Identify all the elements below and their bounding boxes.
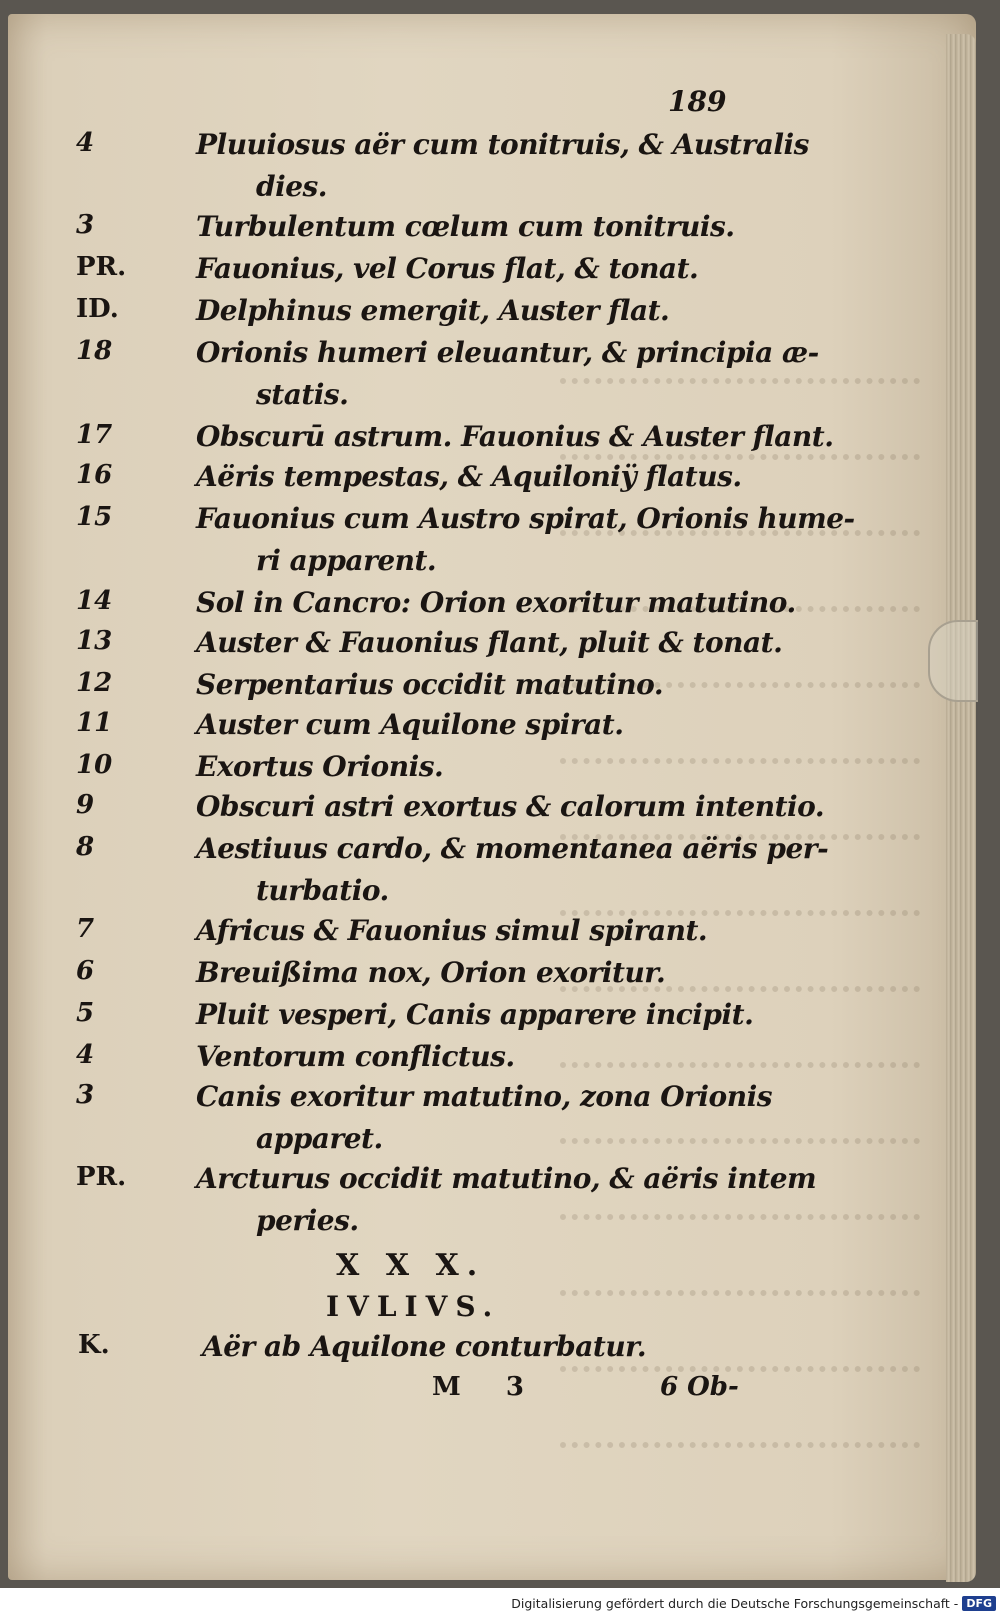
- entry-text: Auster & Fauonius flant, pluit & tonat.: [196, 626, 783, 659]
- entry-text: Canis exoritur matutino, zona Orionis: [196, 1080, 772, 1113]
- entry-continuation: statis.: [256, 378, 349, 411]
- entry-text: Sol in Cancro: Orion exoritur matutino.: [196, 586, 796, 619]
- entry-day: 7: [76, 914, 95, 944]
- entry-day: PR.: [76, 252, 127, 282]
- entry-text: Orionis humeri eleuantur, & principia æ-: [196, 336, 819, 369]
- entry-text: Africus & Fauonius simul spirant.: [196, 914, 708, 947]
- entry-text: Exortus Orionis.: [196, 750, 444, 783]
- entry-day: 6: [76, 956, 95, 986]
- page-edge: [946, 34, 976, 1582]
- entry-continuation: ri apparent.: [256, 544, 437, 577]
- entry-continuation: turbatio.: [256, 874, 389, 907]
- entry-day: 4: [76, 1040, 95, 1070]
- credit-text: Digitalisierung gefördert durch die Deutsche Forschungsgemeinschaft -: [511, 1596, 959, 1611]
- entry-day: PR.: [76, 1162, 127, 1192]
- entry-text: Obscuri astri exortus & calorum intentio.: [196, 790, 825, 823]
- entry-day: 15: [76, 502, 113, 532]
- entry-text: Pluit vesperi, Canis apparere incipit.: [196, 998, 754, 1031]
- digitization-credit: [511, 1596, 996, 1611]
- entry-day: ID.: [76, 294, 119, 324]
- page-clip: [928, 620, 978, 702]
- signature-mark: M 3: [432, 1372, 542, 1402]
- entry-day: 3: [76, 1080, 95, 1110]
- month-heading: IVLIVS.: [326, 1290, 501, 1323]
- entry-continuation: apparet.: [256, 1122, 383, 1155]
- entry-day: 10: [76, 750, 113, 780]
- entry-text: Aestiuus cardo, & momentanea aëris per-: [196, 832, 829, 865]
- entry-day: 14: [76, 586, 113, 616]
- entry-day: 11: [76, 708, 113, 738]
- entry-day: 18: [76, 336, 113, 366]
- entry-text: Fauonius, vel Corus flat, & tonat.: [196, 252, 699, 285]
- entry-text: Turbulentum cœlum cum tonitruis.: [196, 210, 735, 243]
- entry-text: Ventorum conflictus.: [196, 1040, 515, 1073]
- dfg-logo: DFG: [962, 1596, 996, 1611]
- entry-text: Fauonius cum Austro spirat, Orionis hume-: [196, 502, 855, 535]
- section-number: X X X.: [336, 1248, 486, 1283]
- entry-text: Aëris tempestas, & Aquiloniÿ flatus.: [196, 460, 742, 493]
- entry-text: Pluuiosus aër cum tonitruis, & Australis: [196, 128, 809, 161]
- entry-day: 17: [76, 420, 113, 450]
- entry-text: Obscurū astrum. Fauonius & Auster flant.: [196, 420, 834, 453]
- entry-day: 9: [76, 790, 95, 820]
- entry-day: 12: [76, 668, 113, 698]
- entry-day: 13: [76, 626, 113, 656]
- entry-day: 3: [76, 210, 95, 240]
- page-number: 189: [668, 85, 727, 118]
- entry-day: 4: [76, 128, 95, 158]
- last-entry-day: K.: [78, 1330, 110, 1360]
- entry-text: Arcturus occidit matutino, & aëris intem: [196, 1162, 817, 1195]
- entry-text: Breuißima nox, Orion exoritur.: [196, 956, 666, 989]
- entry-day: 8: [76, 832, 95, 862]
- entry-day: 5: [76, 998, 95, 1028]
- entry-text: Delphinus emergit, Auster flat.: [196, 294, 670, 327]
- entry-continuation: dies.: [256, 170, 328, 203]
- entry-continuation: peries.: [256, 1204, 359, 1237]
- last-entry-text: Aër ab Aquilone conturbatur.: [202, 1330, 647, 1363]
- entry-text: Auster cum Aquilone spirat.: [196, 708, 624, 741]
- entry-day: 16: [76, 460, 113, 490]
- entry-text: Serpentarius occidit matutino.: [196, 668, 664, 701]
- catchword: 6 Ob-: [660, 1372, 739, 1402]
